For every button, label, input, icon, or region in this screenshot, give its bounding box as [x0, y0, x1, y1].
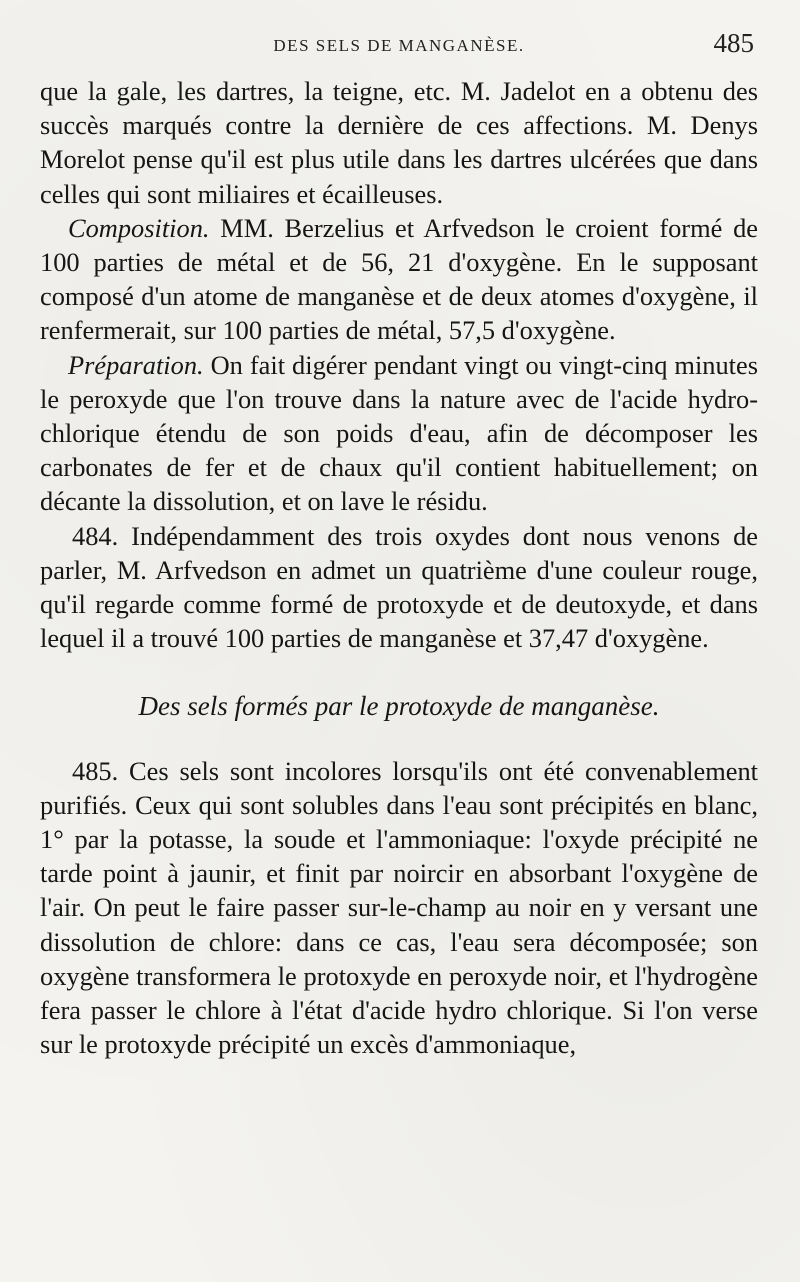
paragraph-continuation: que la gale, les dartres, la teigne, etc. M. Jadelot en a obtenu des succès marqués contre la dernière de ces affections. M. Denys Morelot pense qu'il est plus utile dans les dartres ulcérées que dans celles qui sont miliaires et écailleuses.	[40, 76, 758, 209]
paragraph-preparation	[40, 348, 758, 519]
paragraph-485: 485. Ces sels sont incolores lorsqu'ils ont été convenablement purifiés. Ceux qui sont solubles dans l'eau sont précipités en blanc, 1° par la potasse, la soude et l'ammoniaque: l'oxyde précipité ne tarde point à jaunir, et finit par noircir en absorbant l'oxygène de l'air. On peut le faire passer sur-le-champ au noir en y versant une dissolution de chlore: dans ce cas, l'eau sera décomposée; son oxygène transformera le protoxyde en peroxyde noir, et l'hydrogène fera passer le chlore à l'état d'acide hydro chlorique. Si l'on verse sur le protoxyde précipité un excès d'ammoniaque,	[40, 755, 758, 1060]
paragraph-484: 484. Indépendamment des trois oxydes dont nous venons de parler, M. Arfvedson en admet un quatrième d'une couleur rouge, qu'il regarde comme formé de protoxyde et de deutoxyde, et dans lequel il a trouvé 100 parties de manganèse et 37,47 d'oxygène.	[40, 520, 758, 654]
page-number: 485	[713, 28, 754, 58]
page-body	[40, 74, 758, 1061]
running-head	[40, 28, 758, 74]
composition-text: MM. Berzelius et Arfvedson le croient formé de 100 parties de métal et de 56, 21 d'oxygène. En le supposant composé d'un atome de manganèse et de deux atomes d'oxygène, il renfermerait, sur 100 parties de métal, 57,5 d'oxygène.	[40, 212, 758, 346]
section-heading: Des sels formés par le protoxyde de manganèse.	[138, 691, 660, 722]
preparation-text: On fait digérer pendant vingt ou vingt-cinq minutes le peroxyde que l'on trouve dans la nature avec de l'acide hydro-chlorique étendu de son poids d'eau, afin de décomposer les carbonates de fer et de chaux qu'il contient habituellement; on décante la dissolution, et on lave le résidu.	[40, 349, 758, 517]
composition-label: Composition.	[68, 212, 210, 243]
preparation-label: Préparation.	[68, 349, 204, 380]
running-title: DES SELS DE MANGANÈSE.	[273, 36, 525, 55]
paragraph-composition	[40, 211, 758, 348]
